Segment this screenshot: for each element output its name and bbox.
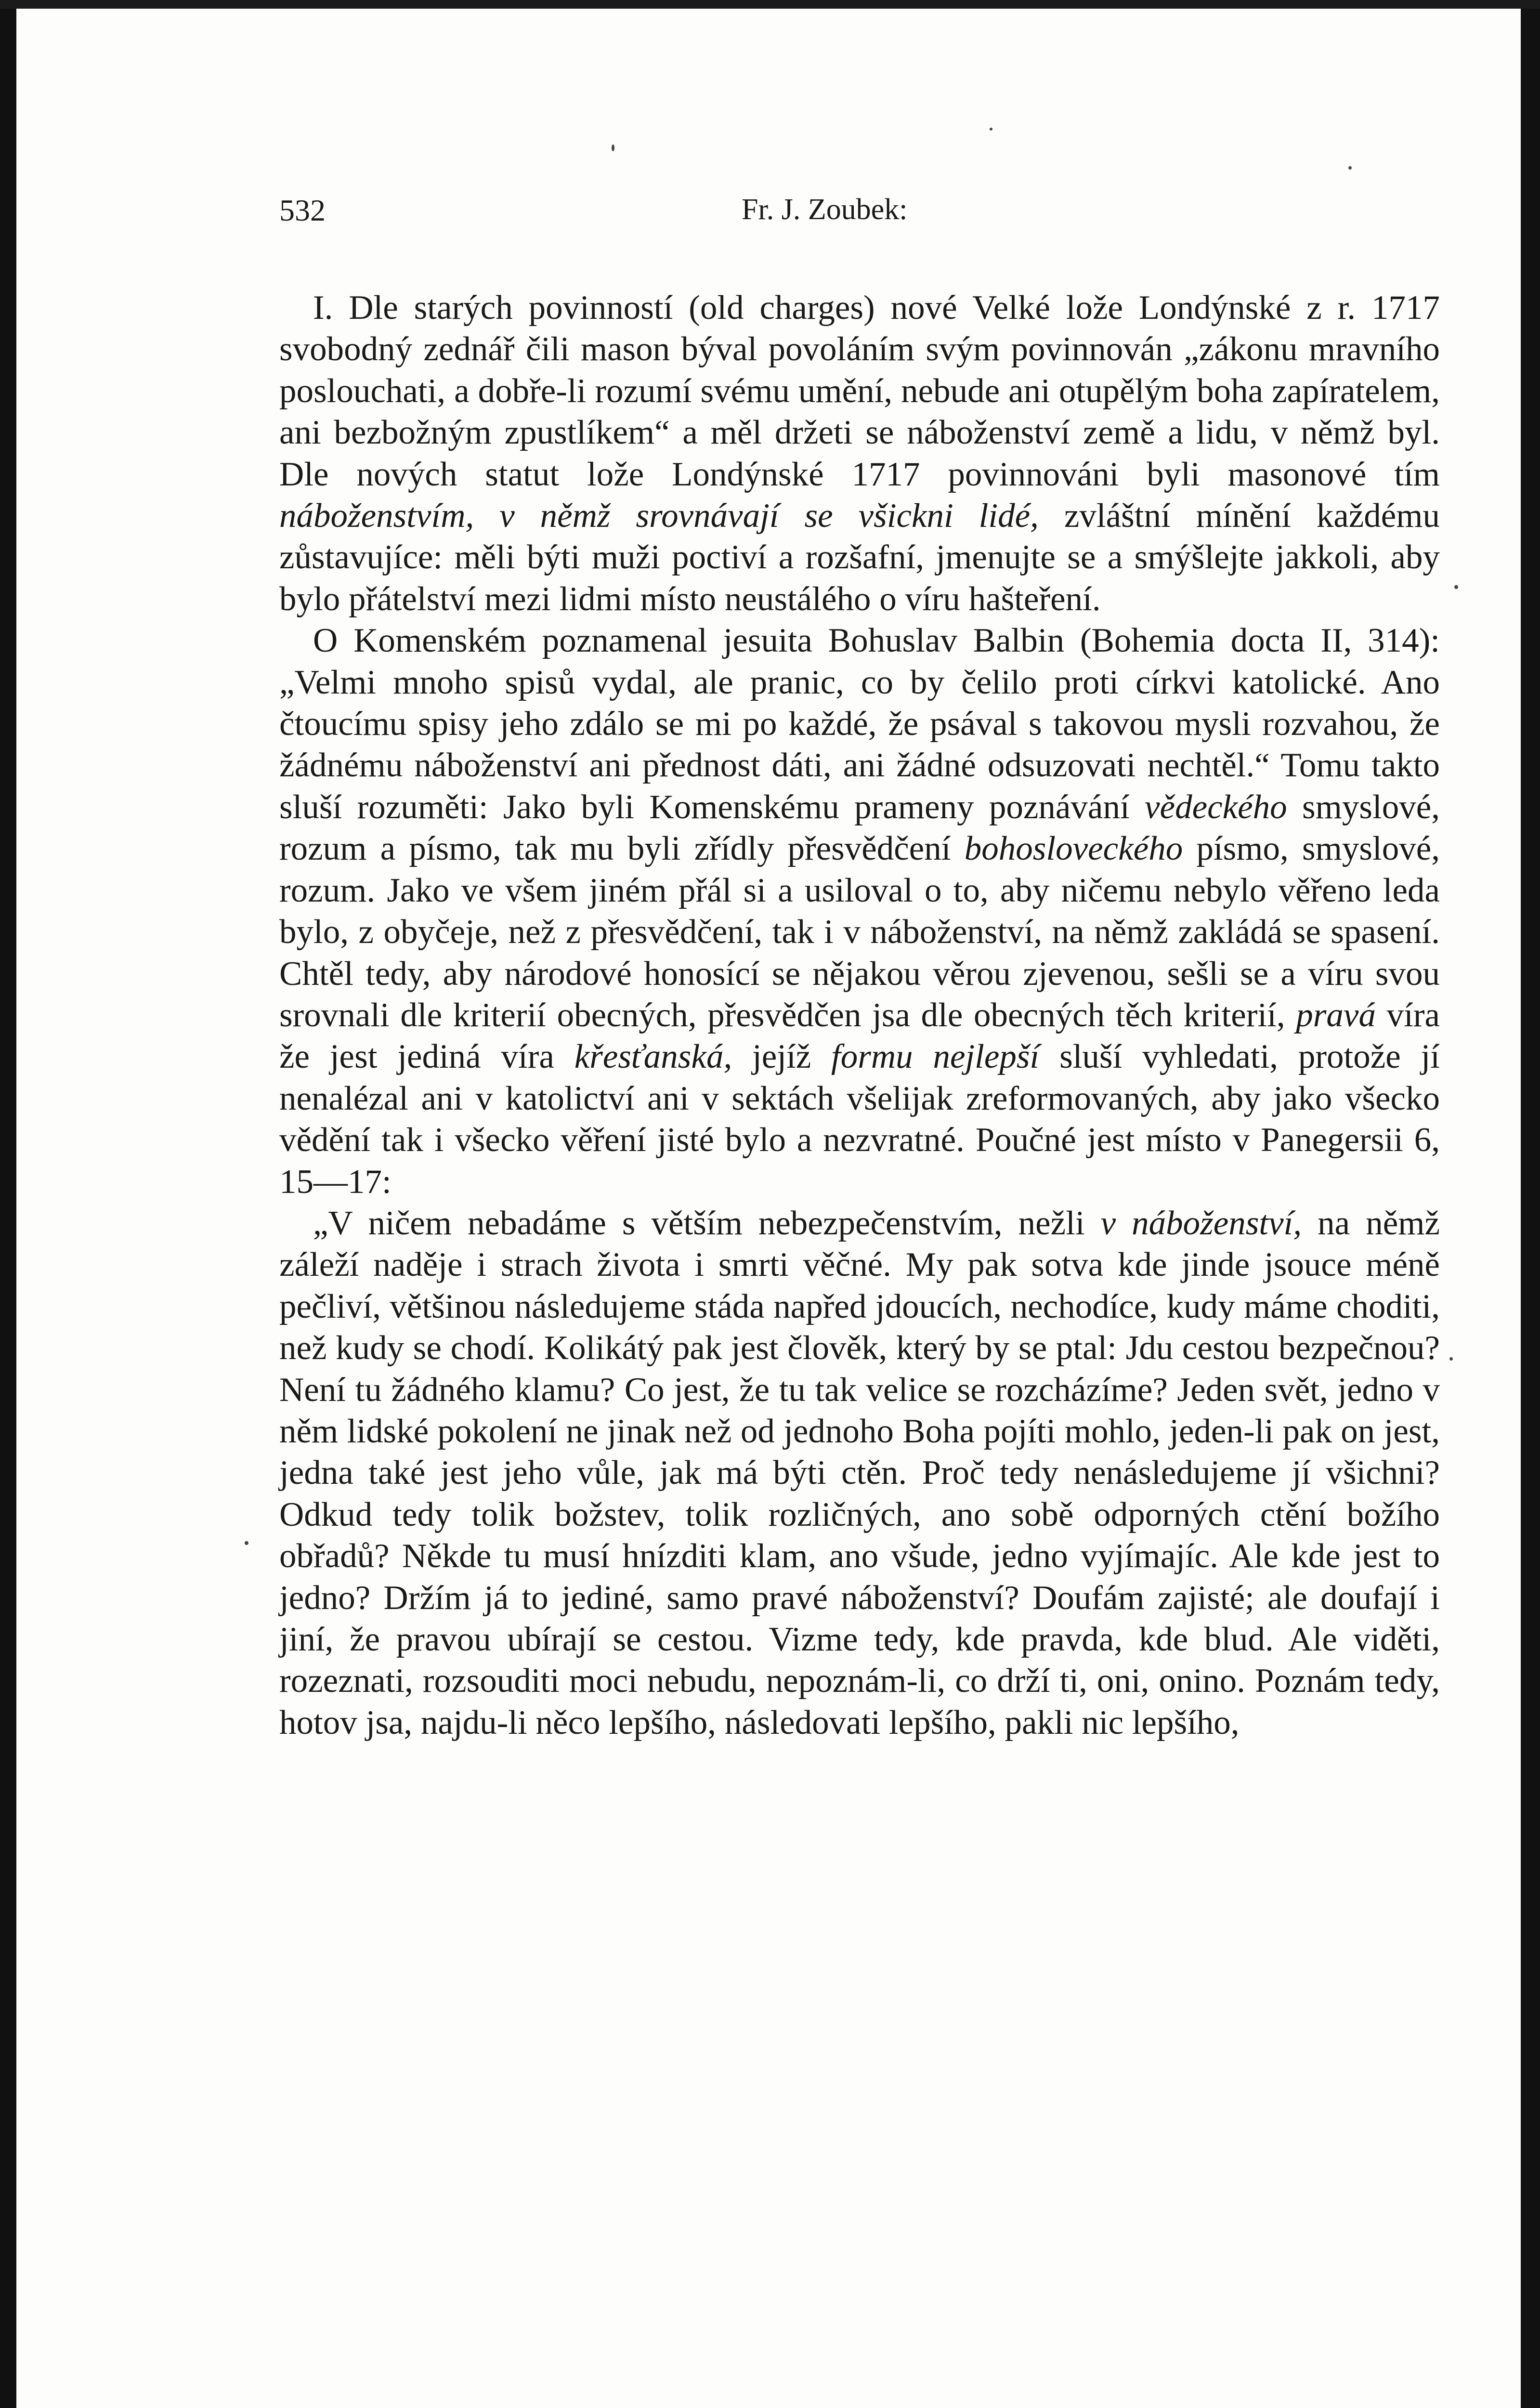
scan-speck [245,1541,248,1545]
page-number: 532 [279,193,326,227]
paragraph [279,1203,1440,1743]
scan-speck [1449,1357,1453,1361]
text-run: „V ničem nebadáme s větším nebezpečenstvím, nežli [313,1204,1101,1242]
italic-text: křesťanská, [574,1038,732,1076]
italic-text: formu nejlepší [831,1038,1040,1076]
text-run: smyslové, rozum a písmo, tak mu byli zřídly přesvědčení [279,788,1440,868]
scan-border-left [0,0,16,2408]
text-run: na němž záleží naděje i strach života i smrti věčné. My pak sotva kde jinde jsouce méně pečliví, většinou následujeme stáda napřed jdoucích, nechodíce, kudy máme choditi, než kudy se chodí. Kolikátý pak jest člověk, který by se ptal: Jdu cestou bezpečnou? Není tu žádného klamu? Co jest, že tu tak velice se rozcházíme? Jeden svět, jedno v něm lidské pokolení ne jinak než od jednoho Boha pojíti mohlo, jeden-li pak on jest, jedna také jest jeho vůle, jak má býti ctěn. Proč tedy nenásledujeme jí všichni? Odkud tedy tolik božstev, tolik rozličných, ano sobě odporných ctění božího obřadů? Někde tu musí hnízditi klam, ano všude, jedno vyjímajíc. Ale kde jest to jedno? Držím já to jediné, samo pravé náboženství? Doufám zajisté; ale doufají i jiní, že pravou ubírají se cestou. Vizme tedy, kde pravda, kde blud. Ale viděti, rozeznati, rozsouditi moci nebudu, nepoznám-li, co drží ti, oni, onino. Poznám tedy, hotov jsa, najdu-li něco lepšího, následovati lepšího, pakli nic lepšího, [279,1204,1440,1741]
paragraph [279,287,1440,620]
scan-speck [612,144,614,151]
paragraph [279,620,1440,1203]
body-text [279,287,1440,1743]
italic-text: náboženstvím, v němž srovnávají se všickni lidé, [279,497,1039,535]
italic-text: bohosloveckého [964,830,1183,868]
text-run: zvláštní mínění každému zůstavujíce: měli býti muži poctiví a rozšafní, jmenujte se a smýšlejte jakkoli, aby bylo přátelství mezi lidmi místo neustálého o víru hašteření. [279,497,1440,618]
text-run: I. Dle starých povinností (old charges) nové Velké lože Londýnské z r. 1717 svobodný zednář čili mason býval povoláním svým povinnován „zákonu mravního poslouchati, a dobře-li rozumí svému umění, nebude ani otupělým boha zapíratelem, ani bezbožným zpustlíkem“ a měl držeti se náboženství země a lidu, v němž byl. Dle nových statut lože Londýnské 1717 povinnováni byli masonové tím [279,289,1440,493]
text-run: O Komenském poznamenal jesuita Bohuslav Balbin (Bohemia docta II, 314): „Velmi mnoho spisů vydal, ale pranic, co by čelilo proti církvi katolické. Ano čtoucímu spisy jeho zdálo se mi po každé, že psával s takovou mysli rozvahou, že žádnému náboženství ani přednost dáti, ani žádné odsuzovati nechtěl.“ Tomu takto sluší rozuměti: Jako byli Komenskému prameny poznávání [279,622,1440,826]
page-header [279,193,1440,246]
scan-speck [1454,585,1458,589]
scan-speck [1348,166,1352,170]
scan-border-top [0,0,1540,9]
scan-speck [990,128,992,131]
italic-text: v náboženství, [1100,1204,1302,1242]
text-run: sluší vyhledati, protože jí nenalézal ani v katolictví ani v sektách všelijak zreformovaných, aby jako všecko vědění tak i všecko věření jisté bylo a nezvratné. Poučné jest místo v Panegersii 6, 15—17: [279,1038,1440,1201]
italic-text: vědeckého [1145,788,1287,826]
running-head: Fr. J. Zoubek: [742,193,908,226]
text-run: písmo, smyslové, rozum. Jako ve všem jiném přál si a usiloval o to, aby ničemu nebylo věřeno leda bylo, z obyčeje, než z přesvědčení, tak i v náboženství, na němž zakládá se spasení. Chtěl tedy, aby národové honosící se nějakou věrou zjevenou, sešli se a víru svou srovnali dle kriterií obecných, přesvědčen jsa dle obecných těch kriterií, [279,830,1440,1034]
text-run: jejíž [732,1038,832,1076]
text-run: víra že jest jediná víra [279,996,1440,1076]
scan-border-right [1521,0,1540,2408]
italic-text: pravá [1296,996,1376,1034]
